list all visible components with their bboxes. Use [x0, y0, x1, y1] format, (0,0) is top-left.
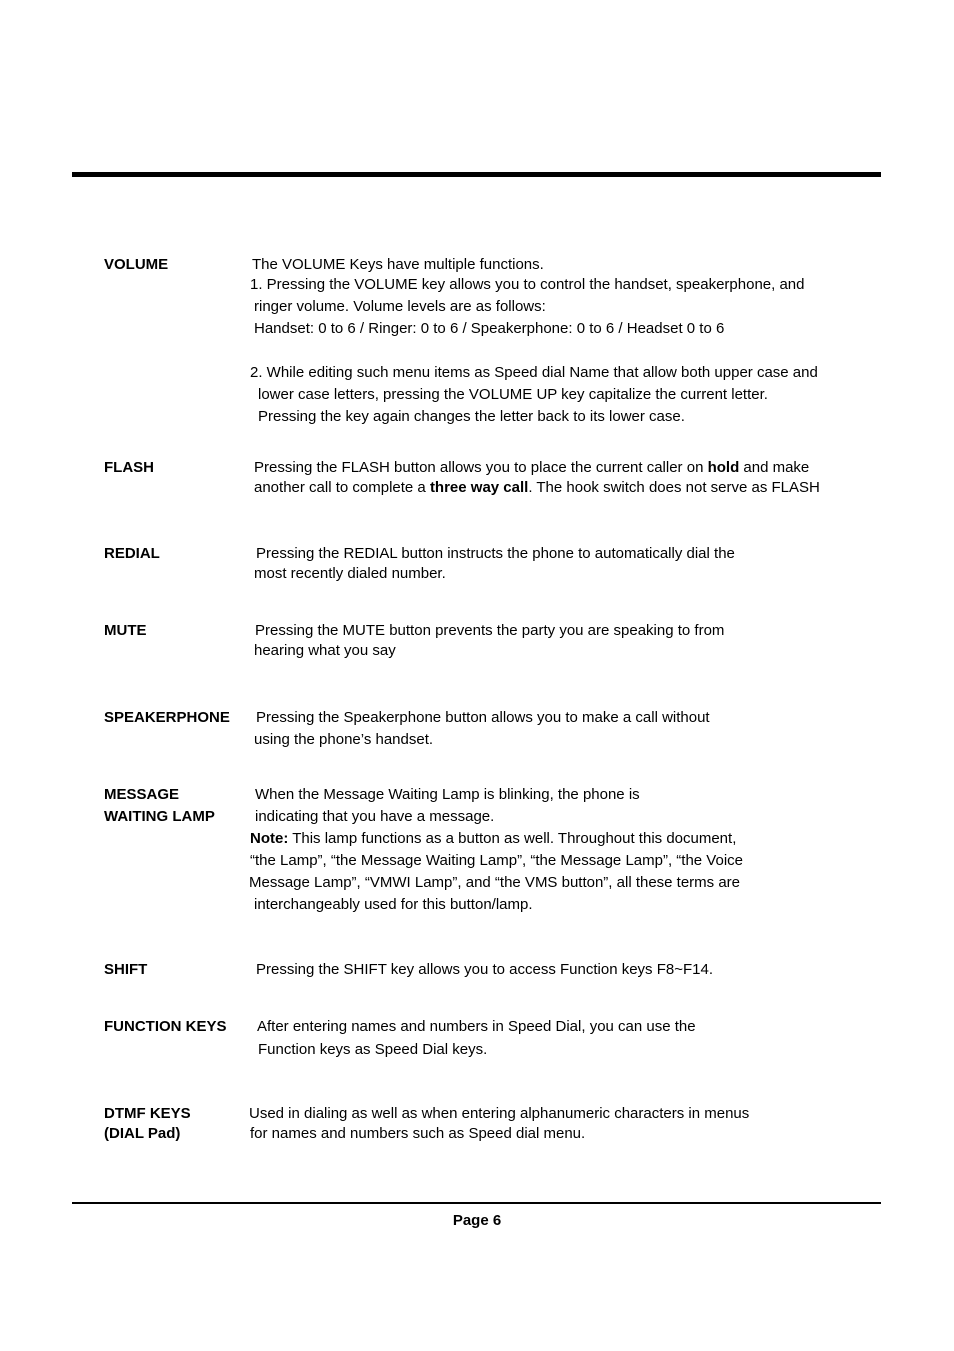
term-shift: SHIFT	[104, 961, 148, 978]
message-lamp-line-5: Message Lamp”, “VMWI Lamp”, and “the VMS button”, all these terms are	[249, 874, 741, 891]
term-speakerphone: SPEAKERPHONE	[104, 709, 230, 726]
speakerphone-line-2: using the phone’s handset.	[254, 731, 434, 748]
mute-line-1: Pressing the MUTE button prevents the party you are speaking to from	[255, 622, 725, 639]
term-dtmf-keys-2: (DIAL Pad)	[104, 1125, 181, 1142]
function-keys-line-1: After entering names and numbers in Speed Dial, you can use the	[257, 1018, 696, 1035]
volume-line-7: Pressing the key again changes the letter back to its lower case.	[258, 408, 685, 425]
term-volume: VOLUME	[104, 256, 169, 273]
speakerphone-line-1: Pressing the Speakerphone button allows you to make a call without	[256, 709, 710, 726]
flash-line-1: Pressing the FLASH button allows you to place the current caller on hold and make	[254, 459, 810, 476]
dtmf-line-1: Used in dialing as well as when entering alphanumeric characters in menus	[249, 1105, 750, 1122]
flash-hold-emphasis: hold	[707, 459, 740, 476]
flash-line-2: another call to complete a three way call. The hook switch does not serve as FLASH	[254, 479, 820, 496]
flash-three-way-emphasis: three way call	[429, 479, 529, 496]
volume-line-1: The VOLUME Keys have multiple functions.	[252, 256, 544, 273]
term-message-waiting-lamp-1: MESSAGE	[104, 786, 180, 803]
message-lamp-line-6: interchangeably used for this button/lamp.	[254, 896, 533, 913]
term-redial: REDIAL	[104, 545, 160, 562]
message-lamp-line-2: indicating that you have a message.	[255, 808, 495, 825]
shift-line-1: Pressing the SHIFT key allows you to access Function keys F8~F14.	[256, 961, 714, 978]
volume-line-3: ringer volume. Volume levels are as follows:	[254, 298, 546, 315]
volume-line-5: 2. While editing such menu items as Speed dial Name that allow both upper case and	[250, 364, 818, 381]
term-dtmf-keys-1: DTMF KEYS	[104, 1105, 191, 1122]
redial-line-2: most recently dialed number.	[254, 565, 446, 582]
message-lamp-line-3: Note: This lamp functions as a button as well. Throughout this document,	[250, 830, 737, 847]
footer-rule	[72, 1202, 881, 1204]
note-label: Note:	[250, 830, 289, 847]
volume-line-4: Handset: 0 to 6 / Ringer: 0 to 6 / Speakerphone: 0 to 6 / Headset 0 to 6	[254, 320, 725, 337]
term-flash: FLASH	[104, 459, 154, 476]
function-keys-line-2: Function keys as Speed Dial keys.	[258, 1041, 488, 1058]
dtmf-line-2: for names and numbers such as Speed dial menu.	[250, 1125, 586, 1142]
message-lamp-line-4: “the Lamp”, “the Message Waiting Lamp”, “the Message Lamp”, “the Voice	[250, 852, 744, 869]
redial-line-1: Pressing the REDIAL button instructs the phone to automatically dial the	[256, 545, 735, 562]
message-lamp-line-1: When the Message Waiting Lamp is blinking, the phone is	[255, 786, 640, 803]
page-number: Page 6	[452, 1212, 502, 1229]
volume-line-6: lower case letters, pressing the VOLUME UP key capitalize the current letter.	[258, 386, 768, 403]
mute-line-2: hearing what you say	[254, 642, 396, 659]
term-function-keys: FUNCTION KEYS	[104, 1018, 227, 1035]
term-mute: MUTE	[104, 622, 147, 639]
term-message-waiting-lamp-2: WAITING LAMP	[104, 808, 215, 825]
header-rule	[72, 172, 881, 177]
volume-line-2: 1. Pressing the VOLUME key allows you to control the handset, speakerphone, and	[250, 276, 805, 293]
